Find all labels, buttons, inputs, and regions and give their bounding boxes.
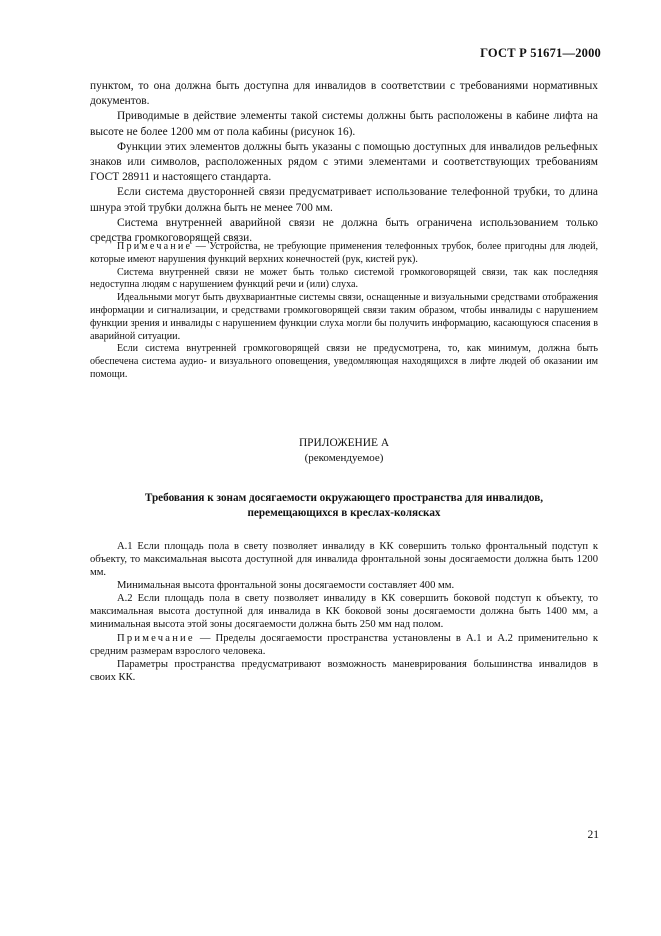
main-text-block	[90, 79, 598, 246]
appendix-text-block	[90, 540, 598, 631]
appendix-title: ПРИЛОЖЕНИЕ А	[298, 437, 390, 449]
appendix-note-block	[90, 632, 598, 684]
appendix-paragraph: А.2 Если площадь пола в свету позволяет инвалиду в КК совершить боковой подступ к объекту, то максимальная высота доступной для инвалида в КК боковой зоны досягаемости должна быть 1400 мм, а минимальная высота этой зоны досягаемости должна быть 250 мм над полом.	[90, 593, 598, 630]
page-number: 21	[587, 829, 599, 841]
note-paragraph: Система внутренней связи не может быть только системой громкоговорящей связи, так как последняя недоступна людям с нарушением функций речи и (или) слуха.	[90, 266, 598, 291]
appendix-heading	[90, 491, 598, 520]
note-paragraph: Идеальными могут быть двухвариантные системы связи, оснащенные и визуальными средствами отображения информации и сигнализации, и средствами громкоговорящей связи таким образом, чтобы инвалиды с нарушением функции зрения и инвалиды с нарушением функции слуха могли бы получить информацию, касающуюся спасения в аварийной ситуации.	[90, 292, 598, 342]
appendix-note-label: Примечание	[117, 633, 195, 644]
note-label: Примечание	[117, 241, 193, 252]
body-paragraph: пунктом, то она должна быть доступна для инвалидов в соответствии с требованиями нормативных документов.	[90, 80, 598, 108]
note-block	[90, 241, 598, 382]
body-paragraph: Функции этих элементов должны быть указаны с помощью доступных для инвалидов рельефных знаков или символов, расположенных рядом с этими элементами и соответствующих требованиям ГОСТ 28911 и настоящего стандарта.	[90, 140, 598, 184]
note-first-paragraph	[90, 241, 598, 267]
body-paragraph: Система внутренней аварийной связи не должна быть ограничена использованием только средства громкоговорящей связи.	[90, 216, 598, 245]
appendix-note-paragraph: Параметры пространства предусматривают возможность маневрирования большинства инвалидов в своих КК.	[90, 659, 598, 683]
appendix-heading-line: перемещающихся в креслах-колясках	[247, 506, 441, 519]
appendix-title-block	[90, 436, 598, 466]
appendix-paragraph: Минимальная высота фронтальной зоны досягаемости составляет 400 мм.	[117, 580, 455, 591]
note-paragraph: Если система внутренней громкоговорящей связи не предусмотрена, то, как минимум, должна быть обеспечена система аудио- и визуального оповещения, уведомляющая находящихся в лифте людей об оказании им помощи.	[90, 343, 598, 380]
appendix-paragraph: А.1 Если площадь пола в свету позволяет инвалиду в КК совершить только фронтальный подступ к объекту, то максимальная высота доступной для инвалида фронтальной зоны досягаемости должна быть 1200 мм.	[90, 541, 598, 578]
appendix-note-first-paragraph	[90, 632, 598, 658]
appendix-note-text: — Пределы досягаемости пространства установлены в А.1 и А.2 применительно к средним размерам взрослого человека.	[90, 633, 598, 657]
body-paragraph: Если система двусторонней связи предусматривает использование телефонной трубки, то длина шнура этой трубки должна быть не менее 700 мм.	[90, 186, 598, 214]
note-text: — Устройства, не требующие применения телефонных трубок, более пригодны для людей, которые имеют нарушения функций верхних конечностей (рук, кистей рук).	[90, 241, 598, 265]
appendix-subtitle: (рекомендуемое)	[304, 452, 384, 464]
document-code-header: ГОСТ Р 51671—2000	[480, 46, 601, 60]
appendix-heading-line: Требования к зонам досягаемости окружающего пространства для инвалидов,	[144, 492, 544, 504]
body-paragraph: Приводимые в действие элементы такой системы должны быть расположены в кабине лифта на высоте не более 1200 мм от пола кабины (рисунок 16).	[90, 110, 598, 138]
